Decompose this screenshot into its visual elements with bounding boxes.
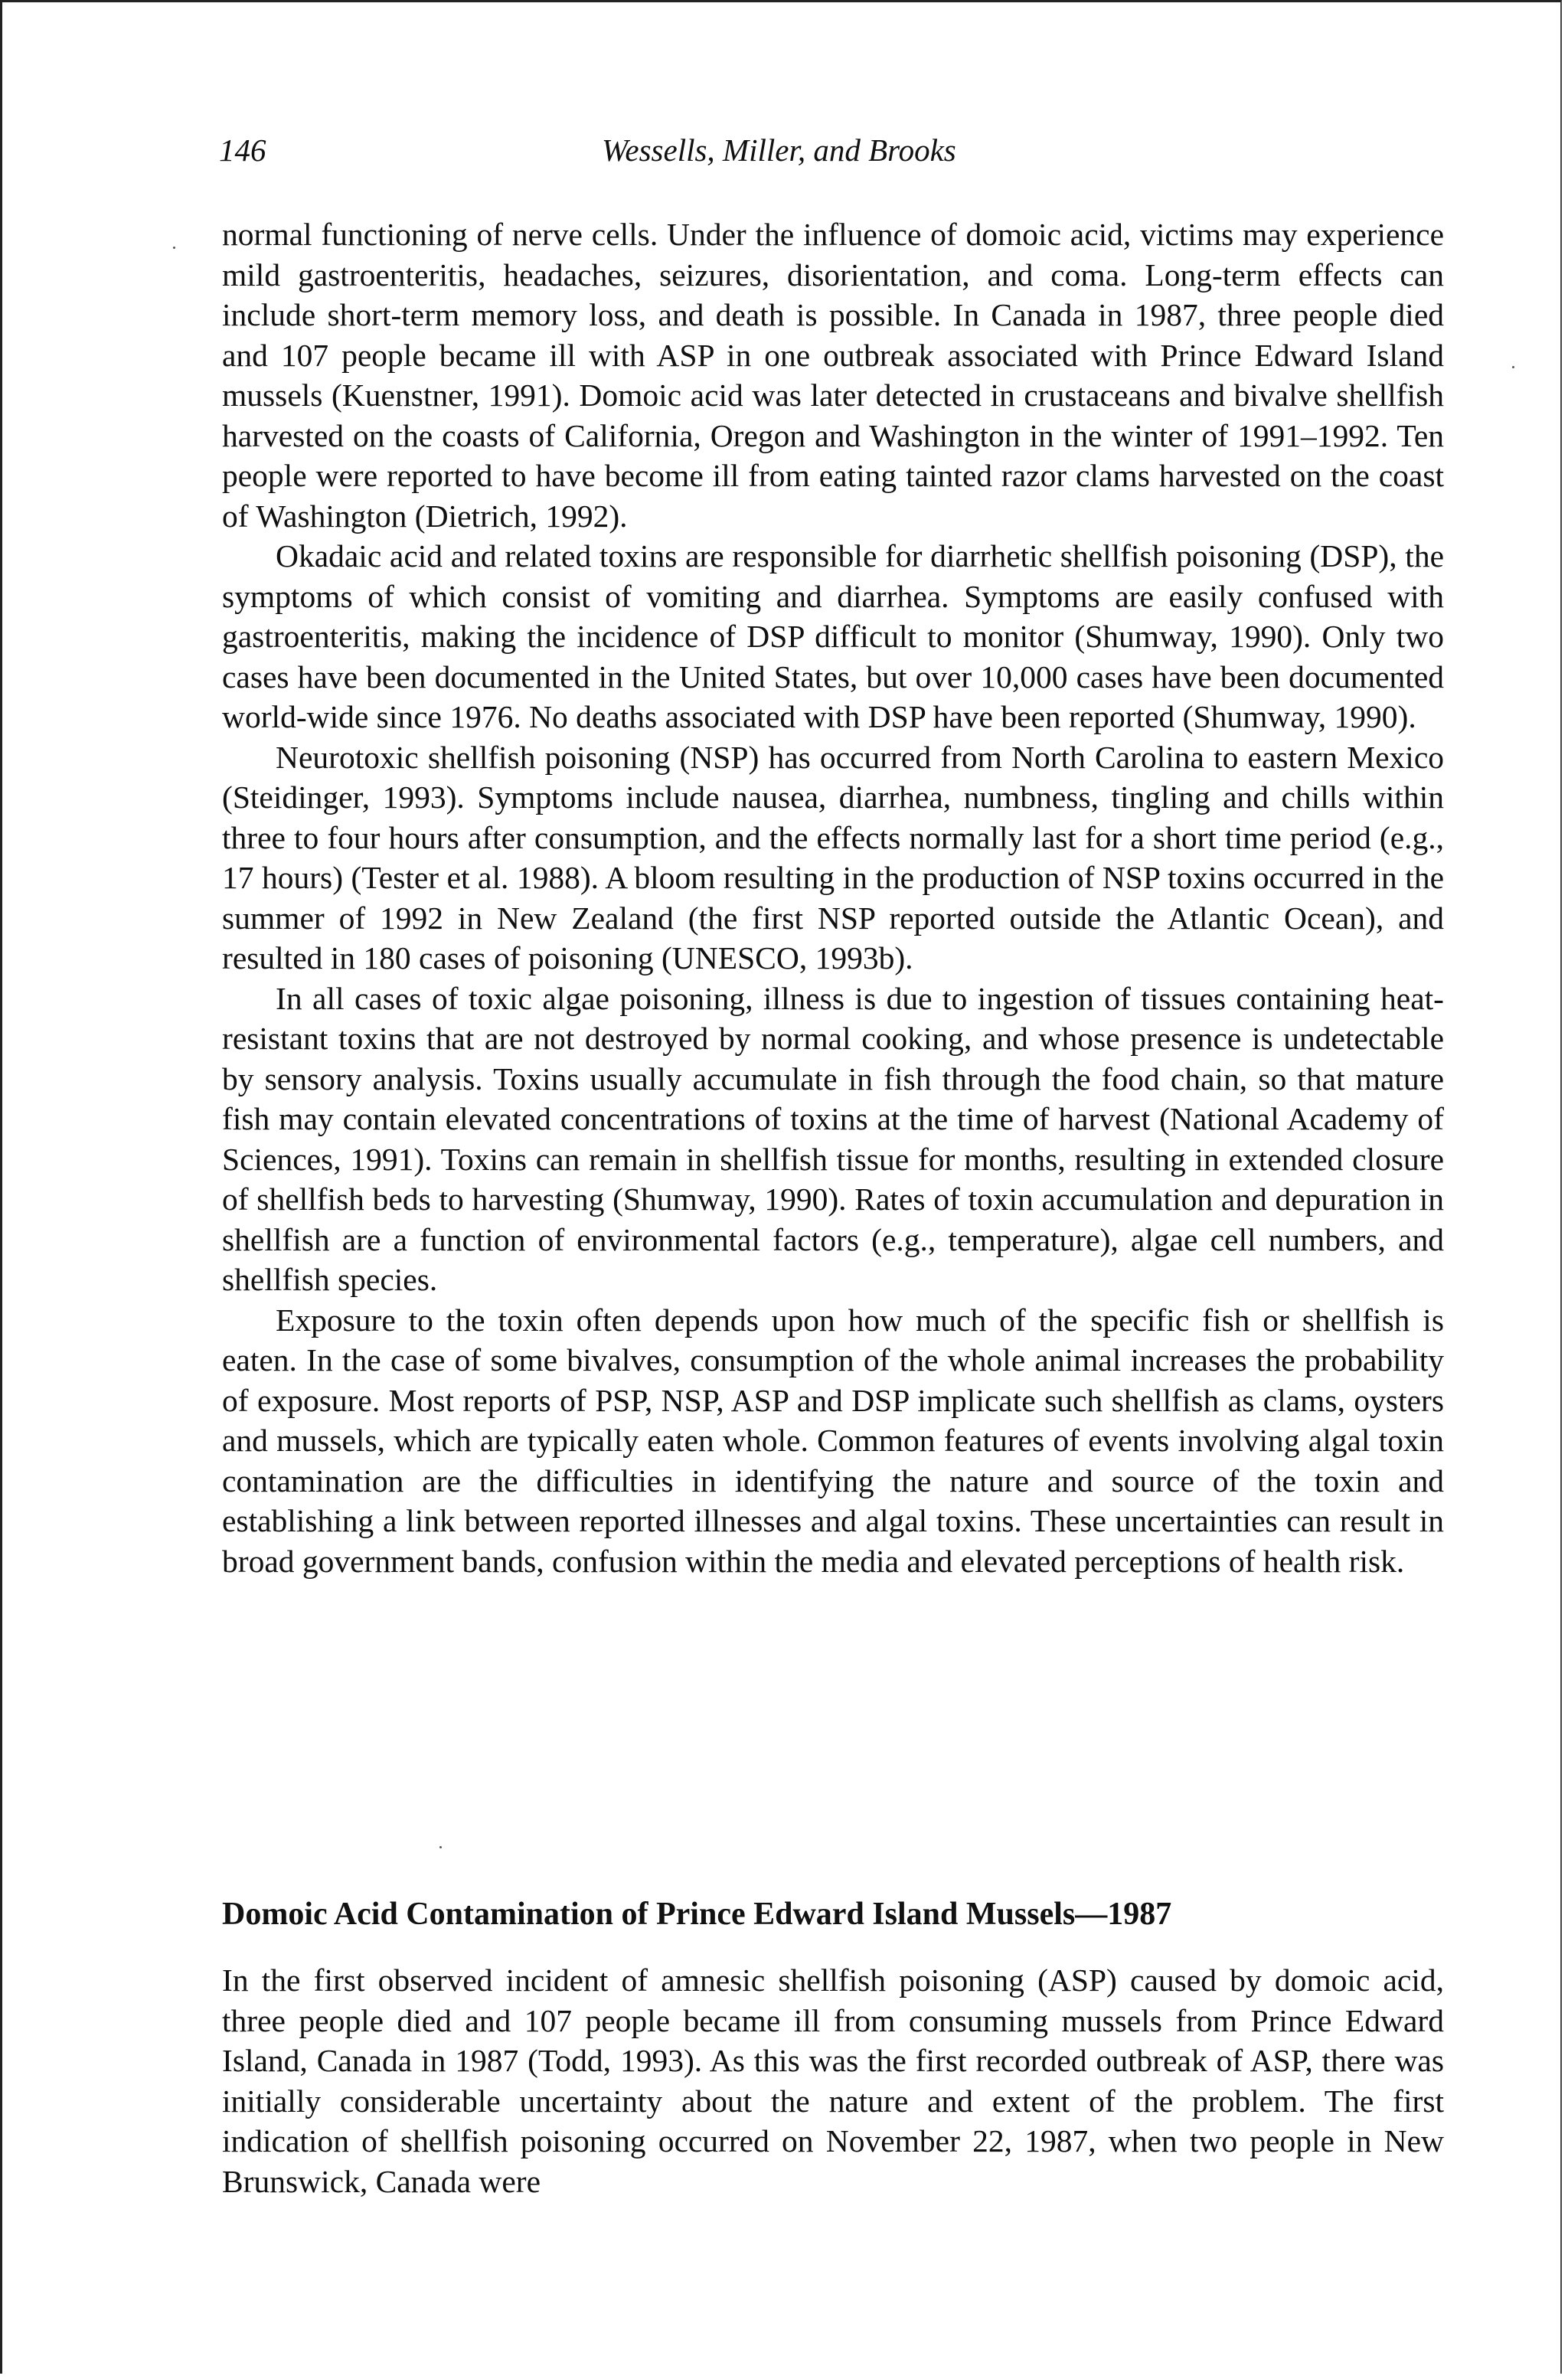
scan-speck xyxy=(439,1846,442,1848)
section-domoic-acid xyxy=(222,1894,1444,2201)
body-text xyxy=(222,214,1444,1581)
paragraph-dsp: Okadaic acid and related toxins are responsible for diarrhetic shellfish poisoning (DSP), the symptoms of which consist of vomiting and diarrhea. Symptoms are easily confused with gastroenteritis, making the incidence of DSP difficult to monitor (Shumway, 1990). Only two cases have been documented in the United States, but over 10,000 cases have been documented world-wide since 1976. No deaths associated with DSP have been reported (Shumway, 1990). xyxy=(222,538,1444,734)
section-heading: Domoic Acid Contamination of Prince Edward Island Mussels—1987 xyxy=(222,1897,1172,1932)
scan-speck xyxy=(1512,366,1514,368)
running-head-authors: Wessells, Miller, and Brooks xyxy=(602,132,956,168)
section-body-paragraph: In the first observed incident of amnesic shellfish poisoning (ASP) caused by domoic acid, three people died and 107 people became ill from consuming mussels from Prince Edward Island, Canada in 1987 (Todd, 1993). As this was the first recorded outbreak of ASP, there was initially considerable uncertainty about the nature and extent of the problem. The first indication of shellfish poisoning occurred on November 22, 1987, when two people in New Brunswick, Canada were xyxy=(222,1962,1444,2199)
paragraph-toxic-algae: In all cases of toxic algae poisoning, illness is due to ingestion of tissues containing heat-resistant toxins that are not destroyed by normal cooking, and whose presence is undetectable by sensory analysis. Toxins usually accumulate in fish through the food chain, so that mature fish may contain elevated concentrations of toxins at the time of harvest (National Academy of Sciences, 1991). Toxins can remain in shellfish tissue for months, resulting in extended closure of shellfish beds to harvesting (Shumway, 1990). Rates of toxin accumulation and depuration in shellfish are a function of environmental factors (e.g., temperature), algae cell numbers, and shellfish species. xyxy=(222,980,1444,1297)
scan-speck xyxy=(173,247,175,249)
paragraph-exposure: Exposure to the toxin often depends upon how much of the specific fish or shellfish is eaten. In the case of some bivalves, consumption of the whole animal increases the probability of exposure. Most reports of PSP, NSP, ASP and DSP implicate such shellfish as clams, oysters and mussels, which are typically eaten whole. Common features of events involving algal toxin contamination are the difficulties in identifying the nature and source of the toxin and establishing a link between reported illnesses and algal toxins. These uncertainties can result in broad government bands, confusion within the media and elevated perceptions of health risk. xyxy=(222,1302,1444,1579)
paragraph-nsp: Neurotoxic shellfish poisoning (NSP) has occurred from North Carolina to eastern Mexico (Steidinger, 1993). Symptoms include nausea, diarrhea, numbness, tingling and chills within three to four hours after consumption, and the effects normally last for a short time period (e.g., 17 hours) (Tester et al. 1988). A bloom resulting in the production of NSP toxins occurred in the summer of 1992 in New Zealand (the first NSP reported outside the Atlantic Ocean), and resulted in 180 cases of poisoning (UNESCO, 1993b). xyxy=(222,739,1444,975)
page-number: 146 xyxy=(219,132,266,168)
running-header xyxy=(219,132,1459,178)
paragraph-continuation: normal functioning of nerve cells. Under the influence of domoic acid, victims may experience mild gastroenteritis, headaches, seizures, disorientation, and coma. Long-term effects can include short-term memory loss, and death is possible. In Canada in 1987, three people died and 107 people became ill with ASP in one outbreak associated with Prince Edward Island mussels (Kuenstner, 1991). Domoic acid was later detected in crustaceans and bivalve shellfish harvested on the coasts of California, Oregon and Washington in the winter of 1991–1992. Ten people were reported to have become ill from eating tainted razor clams harvested on the coast of Washington (Dietrich, 1992). xyxy=(222,217,1444,534)
